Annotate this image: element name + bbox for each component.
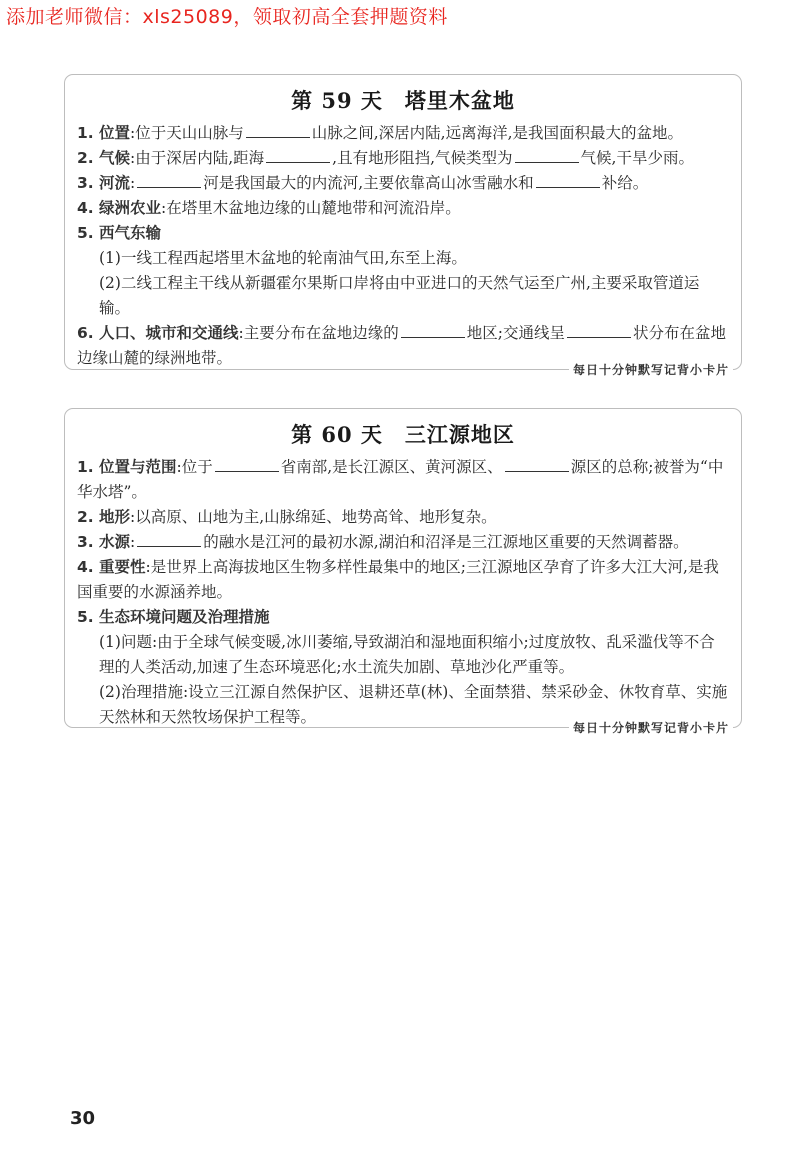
promo-banner: 添加老师微信：xls25089，领取初高全套押题资料 <box>6 6 448 28</box>
card-footer-label: 每日十分钟默写记背小卡片 <box>569 719 733 736</box>
list-item: 3. 河流: 河是我国最大的内流河,主要依靠高山冰雪融水和 补给。 <box>77 174 649 192</box>
fill-blank <box>215 456 279 472</box>
fill-blank <box>505 456 569 472</box>
list-item: 1. 位置:位于天山山脉与 山脉之间,深居内陆,远离海洋,是我国面积最大的盆地。 <box>77 124 684 142</box>
fill-blank <box>137 531 201 547</box>
list-item: 6. 人口、城市和交通线:主要分布在盆地边缘的 地区;交通线呈 状分布在盆地边缘山麓的绿洲地带。 <box>77 324 726 367</box>
card-day-59 <box>64 74 742 377</box>
list-item: 4. 重要性:是世界上高海拔地区生物多样性最集中的地区;三江源地区孕育了许多大江大河,是我国重要的水源涵养地。 <box>77 558 719 601</box>
list-item: 2. 地形:以高原、山地为主,山脉绵延、地势高耸、地形复杂。 <box>77 508 497 526</box>
fill-blank <box>137 172 201 188</box>
card-day-60 <box>64 408 742 735</box>
sub-item: (2)治理措施:设立三江源自然保护区、退耕还草(林)、全面禁猎、禁采砂金、休牧育草、实施天然林和天然牧场保护工程等。 <box>99 683 728 726</box>
card-title: 第 59 天 塔里木盆地 <box>291 88 515 113</box>
card-footer-label: 每日十分钟默写记背小卡片 <box>569 361 733 378</box>
list-item: 5. 生态环境问题及治理措施 <box>77 608 270 626</box>
fill-blank <box>515 147 579 163</box>
list-item: 3. 水源: 的融水是江河的最初水源,湖泊和沼泽是三江源地区重要的天然调蓄器。 <box>77 533 689 551</box>
fill-blank <box>567 322 631 338</box>
fill-blank <box>246 122 310 138</box>
page-number: 30 <box>70 1108 96 1129</box>
fill-blank <box>536 172 600 188</box>
fill-blank <box>266 147 330 163</box>
sub-item: (2)二线工程主干线从新疆霍尔果斯口岸将由中亚进口的天然气运至广州,主要采取管道运输。 <box>99 274 700 317</box>
list-item: 2. 气候:由于深居内陆,距海 ,且有地形阻挡,气候类型为 气候,干旱少雨。 <box>77 149 694 167</box>
card-title: 第 60 天 三江源地区 <box>291 422 515 447</box>
sub-item: (1)一线工程西起塔里木盆地的轮南油气田,东至上海。 <box>99 249 467 267</box>
sub-item: (1)问题:由于全球气候变暖,冰川萎缩,导致湖泊和湿地面积缩小;过度放牧、乱采滥伐等不合理的人类活动,加速了生态环境恶化;水土流失加剧、草地沙化严重等。 <box>99 633 715 676</box>
fill-blank <box>401 322 465 338</box>
list-item: 5. 西气东输 <box>77 224 162 242</box>
list-item: 1. 位置与范围:位于 省南部,是长江源区、黄河源区、 源区的总称;被誉为“中华水塔”。 <box>77 458 724 501</box>
list-item: 4. 绿洲农业:在塔里木盆地边缘的山麓地带和河流沿岸。 <box>77 199 461 217</box>
